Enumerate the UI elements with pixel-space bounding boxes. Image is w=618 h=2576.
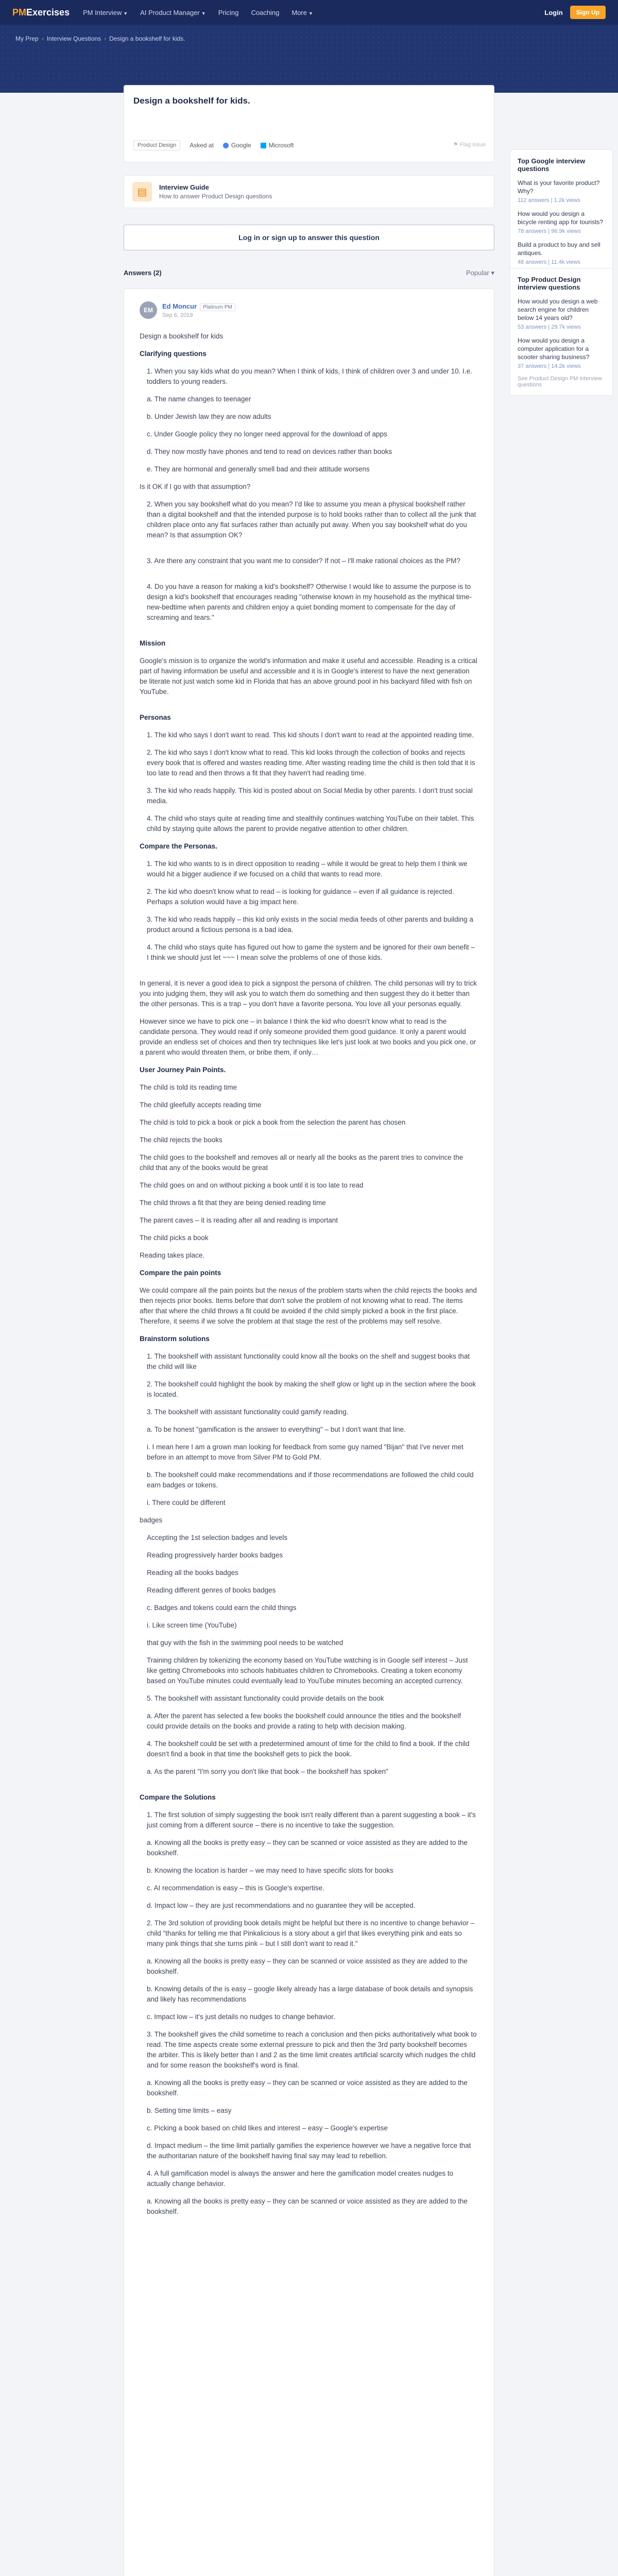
answer-paragraph: b. The bookshelf could make recommendations and if those recommendations are followed the child could earn badges or tokens. bbox=[147, 1471, 474, 1489]
answer-paragraph: a. As the parent "I'm sorry you don't like that book – the bookshelf has spoken" bbox=[147, 1768, 388, 1775]
section-heading: User Journey Pain Points. bbox=[140, 1066, 226, 1074]
logo[interactable]: PMExercises bbox=[12, 7, 70, 18]
answer-paragraph: a. Knowing all the books is pretty easy – they can be scanned or voice assisted as they are added to the bookshelf. bbox=[147, 2197, 468, 2215]
avatar[interactable]: EM bbox=[140, 301, 157, 319]
answer-paragraph: However since we have to pick one – in balance I think the kid who doesn't know what to read is the candidate persona. They would read if only someone provided them good guidance. It only a parent would provide an endless set of choices and then try techniques like let's just look at two books and you pick one, or a parent who would threaten them, or bribe them, if only… bbox=[140, 1018, 476, 1056]
answer-paragraph: The child throws a fit that they are being denied reading time bbox=[140, 1199, 326, 1207]
breadcrumb-my-prep[interactable]: My Prep bbox=[15, 35, 39, 42]
answers-header bbox=[124, 269, 494, 277]
answer-paragraph: The parent caves – it is reading after all and reading is important bbox=[140, 1216, 338, 1224]
answer-paragraph: b. Knowing the location is harder – we may need to have specific slots for books bbox=[147, 1867, 393, 1874]
answer-paragraph: Accepting the 1st selection badges and levels bbox=[147, 1534, 288, 1541]
answer-paragraph: c. Under Google policy they no longer need approval for the download of apps bbox=[147, 430, 387, 438]
answer-paragraph: The child rejects the books bbox=[140, 1136, 222, 1144]
answer-paragraph: d. They now mostly have phones and tend to read on devices rather than books bbox=[147, 448, 392, 455]
answer-paragraph: i. Like screen time (YouTube) bbox=[147, 1621, 237, 1629]
sort-dropdown[interactable]: Popular ▾ bbox=[466, 269, 494, 277]
answer-paragraph: b. Under Jewish law they are now adults bbox=[147, 413, 271, 420]
see-more-link[interactable]: See Product Design PM interview questions bbox=[518, 376, 602, 388]
sidebar-question[interactable]: How would you design a bicycle renting app for tourists? 78 answers | 96.9k views bbox=[518, 210, 604, 234]
answer-paragraph: 3. The kid who reads happily. This kid is posted about on Social Media by other parents. I don't trust social media. bbox=[147, 787, 473, 805]
chevron-down-icon: ▾ bbox=[491, 269, 494, 277]
answer-author bbox=[140, 301, 478, 319]
sidebar-google bbox=[510, 149, 613, 279]
section-heading: Compare the pain points bbox=[140, 1269, 221, 1277]
section-heading: Personas bbox=[140, 714, 171, 721]
asked-at-label: Asked at bbox=[190, 142, 214, 149]
answer-paragraph: 2. When you say bookshelf what do you mean? I'd like to assume you mean a physical bookshelf rather than a digital bookshelf and that the intended purpose is to hold books rather than to collect all the junk that children place onto any flat surfaces rather than actually put away. When you say bookshelf what do you mean? Is that assumption OK? bbox=[147, 500, 476, 539]
answer-paragraph: The child goes to the bookshelf and removes all or nearly all the books as the parent tries to convince the child that any of the books would be great bbox=[140, 1154, 464, 1172]
question-card bbox=[124, 85, 494, 162]
chevron-down-icon: ▼ bbox=[123, 10, 128, 16]
nav-pricing[interactable]: Pricing bbox=[218, 8, 239, 16]
answer-paragraph: In general, it is never a good idea to pick a signpost the persona of children. The child personas will try to trick you into judging them, they will ask you to watch them do something and then suggest they do it better than the other personas. This is a trap – you don't have a favorite persona. You love all your personas equally. bbox=[140, 979, 477, 1008]
question-title: Design a bookshelf for kids. bbox=[133, 96, 250, 106]
answer-paragraph: 2. The kid who doesn't know what to read – is looking for guidance – even if all guidance is rejected. Perhaps a solution would have a big impact here. bbox=[147, 888, 454, 906]
section-heading: Compare the Personas. bbox=[140, 842, 217, 850]
answer-paragraph: 2. The bookshelf could highlight the book by making the shelf glow or light up in the section where the book is located. bbox=[147, 1380, 476, 1398]
answer-paragraph: Reading all the books badges bbox=[147, 1569, 238, 1577]
answer-body bbox=[140, 331, 478, 2217]
sidebar-question[interactable]: How would you design a computer application for a scooter sharing business? 37 answers | 14.2k views bbox=[518, 337, 590, 369]
book-icon: ▤ bbox=[132, 182, 152, 201]
answer-paragraph: badges bbox=[140, 1516, 163, 1524]
answer-paragraph: The child gleefully accepts reading time bbox=[140, 1101, 262, 1109]
breadcrumb-questions[interactable]: Interview Questions bbox=[46, 35, 101, 42]
chevron-down-icon: ▼ bbox=[308, 10, 313, 16]
answer-paragraph: Reading takes place. bbox=[140, 1251, 205, 1259]
answer-paragraph: i. I mean here I am a grown man looking for feedback from some guy named "Bijan" that I've never met before in an attempt to move from Silver PM to Gold PM. bbox=[147, 1443, 464, 1461]
answer-paragraph: 1. The kid who wants to is in direct opposition to reading – while it would be great to help them I think we would hit a bigger audience if we focused on a child that wants to read more. bbox=[147, 860, 468, 878]
answer-paragraph: 4. Do you have a reason for making a kid's bookshelf? Otherwise I would like to assume the purpose is to design a kid's bookshelf that encourages reading "otherwise known in my household as the mythical time-new-bedtime when parents and children enjoy a quiet bonding moment to compensate for the day of screaming and tears." bbox=[147, 583, 472, 621]
answer-paragraph: The child is told to pick a book or pick a book from the selection the parent has chosen bbox=[140, 1118, 406, 1126]
answer-paragraph: 3. The bookshelf gives the child sometime to reach a conclusion and then picks authoritatively what book to read. The time aspects create some external pressure to pick and then the 3rd party bookshelf becomes the arbiter. This is likely better than I and 2 as the time limit creates artificial scarcity which nudges the child and for some reason the bookshelf's word is final. bbox=[147, 2030, 477, 2069]
guide-title: Interview Guide bbox=[159, 183, 209, 191]
answer-paragraph: d. Impact low – they are just recommendations and no guarantee they will be accepted. bbox=[147, 1902, 416, 1909]
answer-paragraph: 4. The child who stays quite at reading time and stealthily continues watching YouTube on their tablet. This child by staying quite allows the parent to provide negative attention to other children. bbox=[147, 815, 474, 833]
answer-paragraph: c. Impact low – it's just details no nudges to change behavior. bbox=[147, 2013, 335, 2021]
section-heading: Mission bbox=[140, 639, 166, 647]
company-google[interactable]: Google bbox=[223, 142, 251, 149]
answer-paragraph: 1. The first solution of simply suggesting the book isn't really different than a parent suggesting a book – it's just coming from a different source – there is no incentive to take the suggestion. bbox=[147, 1811, 476, 1829]
answer-paragraph: Reading different genres of books badges bbox=[147, 1586, 276, 1594]
answer-paragraph: c. AI recommendation is easy – this is Google's expertise. bbox=[147, 1884, 324, 1892]
answer-paragraph: a. Knowing all the books is pretty easy – they can be scanned or voice assisted as they are added to the bookshelf. bbox=[147, 2079, 468, 2097]
answer-paragraph: 3. The kid who reads happily – this kid only exists in the social media feeds of other parents and building a product around a fictious persona is a bad idea. bbox=[147, 916, 473, 934]
section-heading: Compare the Solutions bbox=[140, 1793, 216, 1801]
answer-paragraph: e. They are hormonal and generally smell bad and their attitude worsens bbox=[147, 465, 370, 473]
answer-paragraph: d. Impact medium – the time limit partially gamifies the experience however we have a negative force that the authoritarian nature of the bookshelf having final say may lead to rebellion. bbox=[147, 2142, 471, 2160]
answer-paragraph: 4. The child who stays quite has figured out how to game the system and be ignored for their own benefit – I think we should just let ~~~ I mean solve the problems of one of those kids. bbox=[147, 943, 475, 961]
answer-paragraph: a. After the parent has selected a few books the bookshelf could announce the titles and the bookshelf could provide details on the books and provide a rating to help with decision making. bbox=[147, 1712, 461, 1730]
answer-paragraph: 2. The kid who says I don't know what to read. This kid looks through the collection of books and rejects every book that is offered and wastes reading time. After wasting reading time the child is then told that it is too late to read and then throws a fit that they haven't had reading time. bbox=[147, 749, 475, 777]
answer-paragraph: 5. The bookshelf with assistant functionality could provide details on the book bbox=[147, 1694, 384, 1702]
microsoft-logo-icon bbox=[261, 143, 266, 148]
answer-paragraph: 4. The bookshelf could be set with a predetermined amount of time for the child to find a book. If the child doesn't find a book in that time the bookshelf gets to pick the book. bbox=[147, 1740, 470, 1758]
category-tag[interactable]: Product Design bbox=[133, 140, 180, 150]
guide-subtitle: How to answer Product Design questions bbox=[159, 193, 272, 200]
answer-paragraph: a. Knowing all the books is pretty easy – they can be scanned or voice assisted as they are added to the bookshelf. bbox=[147, 1957, 468, 1975]
answer-paragraph: 3. Are there any constraint that you want me to consider? If not – I'll make rational choices as the PM? bbox=[147, 557, 460, 565]
sidebar-heading: Top Product Design interview questions bbox=[518, 276, 581, 291]
answer-paragraph: 1. The bookshelf with assistant functionality could know all the books on the shelf and suggest books that the child will like bbox=[147, 1352, 470, 1370]
answer-paragraph: 1. When you say kids what do you mean? When I think of kids, I think of children over 3 and under 10. I.e. toddlers to young readers. bbox=[147, 367, 472, 385]
answer-paragraph: a. To be honest "gamification is the answer to everything" – but I don't want that line. bbox=[147, 1426, 406, 1433]
nav-ai-pm[interactable]: AI Product Manager ▼ bbox=[140, 8, 206, 16]
breadcrumb: My Prep › Interview Questions › Design a bookshelf for kids. bbox=[15, 35, 185, 42]
answer-date: Sep 6, 2019 bbox=[162, 312, 193, 318]
sidebar-question[interactable]: How would you design a web search engine for children below 14 years old? 53 answers | 29.7k views bbox=[518, 298, 598, 330]
answer-card bbox=[124, 289, 494, 2576]
main-nav bbox=[83, 9, 544, 16]
answer-paragraph: 1. The kid who says I don't want to read. This kid shouts I don't want to read at the appointed reading time. bbox=[147, 731, 474, 739]
answer-paragraph: that guy with the fish in the swimming pool needs to be watched bbox=[147, 1639, 344, 1647]
answer-paragraph: We could compare all the pain points but the nexus of the problem starts when the child rejects the books and then rejects prior books. Items before that don't solve the problem of not knowing what to read. The items after that where the child throws a fit could be avoided if the child simply picked a book in the first place. Therefore, it seems if we solve the problem at that stage the rest of the problems may self resolve. bbox=[140, 1286, 477, 1325]
flag-icon: ⚑ bbox=[453, 142, 460, 148]
sidebar-design bbox=[510, 268, 613, 396]
company-microsoft[interactable]: Microsoft bbox=[261, 142, 294, 149]
answer-paragraph: 4. A full gamification model is always the answer and here the gamification model creates nudges to actually change behavior. bbox=[147, 2170, 454, 2188]
answer-paragraph: a. The name changes to teenager bbox=[147, 395, 251, 403]
login-link[interactable]: Login bbox=[544, 8, 563, 16]
answer-paragraph: The child is told its reading time bbox=[140, 1083, 237, 1091]
answer-paragraph: Design a bookshelf for kids bbox=[140, 332, 224, 340]
interview-guide-card[interactable] bbox=[124, 175, 494, 208]
answer-paragraph: c. Badges and tokens could earn the child things bbox=[147, 1604, 297, 1612]
answer-paragraph: Reading progressively harder books badges bbox=[147, 1551, 283, 1559]
answer-paragraph: b. Setting time limits – easy bbox=[147, 2107, 232, 2114]
answers-count: Answers (2) bbox=[124, 269, 162, 277]
answer-paragraph: The child goes on and on without picking a book until it is too late to read bbox=[140, 1181, 364, 1189]
answer-paragraph: 2. The 3rd solution of providing book details might be helpful but there is no incentive to change behavior – child "thanks for telling me that Pinkalicious is a story about a girl that likes everything pink and eats so many pink things that she turns pink – but I still don't want to read it." bbox=[147, 1919, 475, 1947]
google-logo-icon bbox=[223, 143, 229, 148]
answer-paragraph: The child picks a book bbox=[140, 1234, 209, 1242]
answer-paragraph: c. Picking a book based on child likes and interest – easy – Google's expertise bbox=[147, 2124, 388, 2132]
nav-more[interactable]: More ▼ bbox=[291, 8, 313, 16]
answer-paragraph: i. There could be different bbox=[147, 1499, 226, 1506]
hero-banner bbox=[0, 25, 618, 93]
sidebar-question[interactable]: Build a product to buy and sell antiques. 48 answers | 11.4k views bbox=[518, 241, 600, 265]
sidebar-question[interactable]: What is your favorite product? Why? 112 answers | 1.2k views bbox=[518, 179, 600, 204]
answer-paragraph: Training children by tokenizing the economy based on YouTube watching is in Google self interest – Just like getting Chromebooks into schools habituates children to Chromebooks. Creating a token economy based on YouTube minutes could eventually lead to YouTube minutes becoming an accepted currency. bbox=[147, 1656, 468, 1685]
nav-pm-interview[interactable]: PM Interview ▼ bbox=[83, 8, 128, 16]
answer-paragraph: Google's mission is to organize the world's information and make it useful and accessible. Reading is a critical part of having information be useful and accessible and it is in Google's interest to have the next generation be literate not just watch some kid in Florida that has an above ground pool in his backyard filled with fish on YouTube. bbox=[140, 657, 477, 696]
answer-paragraph: Is it OK if I go with that assumption? bbox=[140, 483, 251, 490]
login-to-answer-button[interactable]: Log in or sign up to answer this question bbox=[124, 225, 494, 250]
section-heading: Clarifying questions bbox=[140, 350, 207, 358]
section-heading: Brainstorm solutions bbox=[140, 1335, 210, 1343]
signup-button[interactable]: Sign Up bbox=[570, 6, 606, 19]
answer-paragraph: b. Knowing details of the is easy – google likely already has a large database of book details and synopsis and likely has recommendations bbox=[147, 1985, 473, 2003]
breadcrumb-current: Design a bookshelf for kids. bbox=[109, 35, 185, 42]
answer-paragraph: 3. The bookshelf with assistant functionality could gamify reading. bbox=[147, 1408, 349, 1416]
author-badge: Platinum PM bbox=[200, 303, 235, 311]
top-nav bbox=[0, 0, 618, 25]
nav-coaching[interactable]: Coaching bbox=[251, 8, 280, 16]
answer-paragraph: a. Knowing all the books is pretty easy – they can be scanned or voice assisted as they are added to the bookshelf. bbox=[147, 1839, 468, 1857]
author-name[interactable]: Ed Moncur bbox=[162, 302, 197, 310]
flag-issue-link[interactable]: ⚑ Flag issue bbox=[453, 142, 486, 148]
sidebar-heading: Top Google interview questions bbox=[518, 157, 586, 173]
chevron-down-icon: ▼ bbox=[201, 10, 206, 16]
